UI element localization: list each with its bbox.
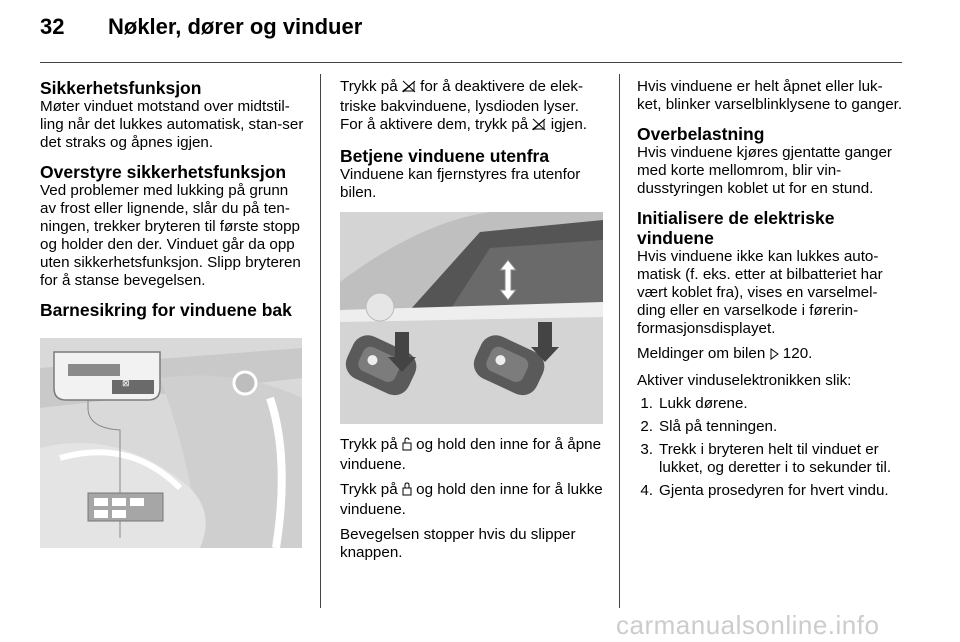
page-header (40, 14, 362, 40)
list-item: 4. Gjenta prosedyren for hvert vindu. (640, 482, 889, 499)
window-lock-icon (532, 118, 546, 136)
key-lock-icon (402, 482, 412, 501)
paragraph-child-lock-button: Trykk på for å deaktivere de elek-triske bakvinduene, lysdioden lyser. For å aktivere dem, trykk på igjen. (340, 78, 605, 136)
column-divider-2 (619, 74, 620, 608)
svg-text:⊠: ⊠ (122, 378, 130, 388)
watermark: carmanualsonline.info (616, 610, 880, 640)
column-3 (637, 78, 905, 500)
paragraph-remote-windows: Vinduene kan fjernstyres fra utenfor bilen. (340, 166, 581, 201)
steps-list (637, 395, 905, 500)
heading-remote-windows: Betjene vinduene utenfra (340, 146, 550, 166)
paragraph-vehicle-messages: Meldinger om bilen 120. (637, 345, 905, 365)
list-item: 3. Trekk i bryteren helt til vinduet er lukket, og deretter i to sekunder til. (640, 441, 892, 476)
column-2-lower (340, 436, 605, 562)
heading-safety-function: Sikkerhetsfunksjon (40, 78, 202, 98)
header-divider (40, 62, 902, 63)
paragraph-override-safety: Ved problemer med lukking på grunn av frost eller lignende, slår du på ten-ningen, trekker bryteren til første stopp og holder den der. Vinduet går da opp uten sikkerhetsfunksjon. Slipp bryteren for å stanse bevegelsen. (40, 182, 301, 289)
paragraph-activate-electronics: Aktiver vinduselektronikken slik: (637, 372, 852, 389)
page-number: 32 (40, 14, 65, 39)
paragraph-initialize-windows: Hvis vinduene ikke kan lukkes auto-matisk (f. eks. etter at bilbatteriet har vært koblet fra), vises en varselmel-ding eller en varselkode i førerin-formasjonsdisplayet. (637, 248, 883, 337)
list-item: 2. Slå på tenningen. (640, 418, 778, 435)
list-item: 1. Lukk dørene. (640, 395, 748, 412)
heading-child-lock: Barnesikring for vinduene bak (40, 300, 292, 320)
paragraph-close-windows: Trykk på og hold den inne for å lukke vinduene. (340, 481, 603, 518)
paragraph-overload: Hvis vinduene kjøres gjentatte ganger med korte mellomrom, blir vin-dusstyringen koblet ut for en stund. (637, 144, 892, 197)
column-2 (340, 78, 605, 202)
page-reference-arrow-icon (770, 347, 779, 365)
key-unlock-icon (402, 437, 412, 456)
door-switch-illustration (40, 338, 302, 548)
window-lock-icon (402, 80, 416, 98)
column-1 (40, 78, 305, 320)
paragraph-safety-function: Møter vinduet motstand over midtstil-ling når det lukkes automatisk, stan-ser det straks og åpnes igjen. (40, 98, 304, 151)
heading-initialize-windows: Initialisere de elektriske vinduene (637, 208, 835, 248)
remote-key-illustration (340, 212, 603, 424)
column-divider-1 (320, 74, 321, 608)
heading-override-safety: Overstyre sikkerhetsfunksjon (40, 162, 287, 182)
page-title: Nøkler, dører og vinduer (108, 14, 363, 39)
paragraph-hazard-blink: Hvis vinduene er helt åpnet eller luk-ket, blinker varselblinklysene to ganger. (637, 78, 903, 113)
paragraph-stop-movement: Bevegelsen stopper hvis du slipper knappen. (340, 526, 576, 561)
paragraph-open-windows: Trykk på og hold den inne for å åpne vinduene. (340, 436, 602, 473)
heading-overload: Overbelastning (637, 124, 765, 144)
